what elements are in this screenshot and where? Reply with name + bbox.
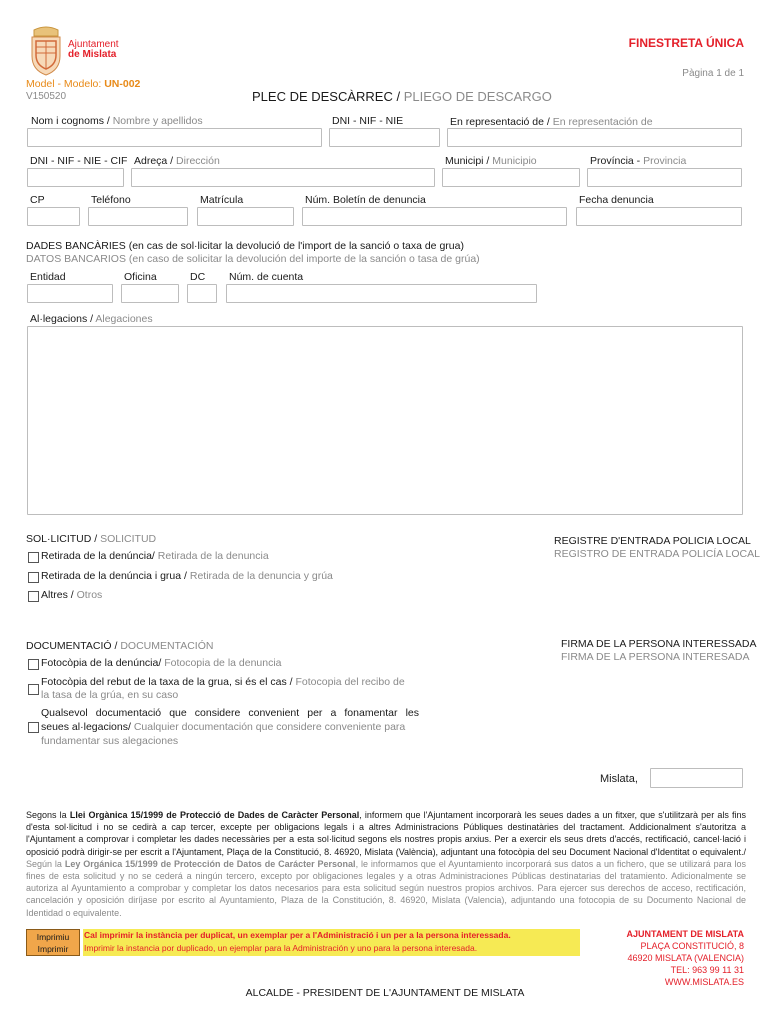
print-note-es: Imprimir la instancia por duplicado, un ejemplar para la Administración y uno para la persona interesada. [84, 943, 478, 953]
documentation-heading-ca: DOCUMENTACIÓ / [26, 640, 118, 652]
request-heading [26, 533, 156, 545]
other-docs-es: Cualquier documentación que considere conveniente para [133, 721, 406, 733]
other-ca: Altres / [41, 589, 74, 601]
title-es: PLIEGO DE DESCARGO [403, 89, 552, 104]
address-label-ca: Adreça / [134, 155, 174, 167]
documentation-heading [26, 640, 213, 652]
org-name: AJUNTAMENT DE MISLATA [626, 929, 744, 939]
plate-field[interactable] [197, 207, 294, 226]
withdraw-report-ca: Retirada de la denúncia/ [41, 550, 155, 562]
other-docs-line1: Qualsevol documentació que considere convenient per a fonamentar les [41, 707, 419, 719]
org-address2: 46920 MISLATA (VALENCIA) [627, 953, 744, 963]
report-copy-checkbox[interactable] [28, 659, 39, 670]
report-date-field[interactable] [576, 207, 742, 226]
bank-heading-ca: DADES BANCÀRIES (en cas de sol·licitar la devolució de l'import de la sanció o taxa de grua) [26, 240, 464, 252]
branch-field[interactable] [121, 284, 179, 303]
dni-label: DNI - NIF - NIE [332, 115, 404, 127]
dc-field[interactable] [187, 284, 217, 303]
report-date-label: Fecha denuncia [579, 194, 654, 206]
withdraw-report-checkbox[interactable] [28, 552, 39, 563]
office-title: FINESTRETA ÚNICA [628, 36, 744, 50]
account-label: Núm. de cuenta [229, 271, 304, 283]
allegations-label [30, 313, 153, 325]
name-label-es: Nombre y apellidos [112, 115, 203, 127]
withdraw-report-tow-option [41, 570, 333, 582]
legal-ca-text: , informem que l'Ajuntament incorporarà les seues dades a un fitxer, que s'utilitzarà per als fins d'esta sol·licitud i no se cedirà a cap tercer, excepte per obligacions legals i a altres Administracions Públiques destinatàries del tractament. Addicionalment s'autoritza a l'Ajuntament a comprovar i completar les dades necessàries per a esta sol·licitud segons els nostres propis arxius. Per a exercir els seus drets d'accés, rectificació, cancel·lació i oposició podrà dirigir-se per escrit a l'Ajuntament, Plaça de la Constitució, 8. 46920, Mislata (València), adjuntant una fotocòpia del seu Document Nacional d'Identitat o equivalent./ [26, 810, 746, 857]
representation-label-ca: En representació de / [450, 116, 550, 128]
province-label-ca: Província - [590, 155, 641, 167]
request-heading-ca: SOL·LICITUD / [26, 533, 98, 545]
org-address1: PLAÇA CONSTITUCIÓ, 8 [640, 941, 744, 951]
report-number-field[interactable] [302, 207, 567, 226]
withdraw-report-tow-checkbox[interactable] [28, 572, 39, 583]
name-field[interactable] [27, 128, 322, 147]
date-field[interactable] [650, 768, 743, 788]
mayor-signature-line: ALCALDE - PRESIDENT DE L'AJUNTAMENT DE MISLATA [245, 987, 525, 999]
phone-field[interactable] [88, 207, 188, 226]
name-label [31, 115, 203, 127]
data-protection-notice [26, 809, 746, 919]
report-number-label: Núm. Boletín de denuncia [305, 194, 426, 206]
plate-label: Matrícula [200, 194, 244, 206]
municipality-field[interactable] [442, 168, 580, 187]
allegations-textarea[interactable] [27, 326, 743, 515]
dc-label: DC [190, 271, 206, 283]
report-copy-es: Fotocopia de la denuncia [164, 657, 282, 669]
model-code [26, 78, 140, 90]
other-es: Otros [76, 589, 103, 601]
branch-label: Oficina [124, 271, 157, 283]
tow-receipt-checkbox[interactable] [28, 684, 39, 695]
cp-label: CP [30, 194, 45, 206]
registry-heading-es: REGISTRO DE ENTRADA POLICÍA LOCAL [554, 548, 760, 560]
page-number: Pàgina 1 de 1 [682, 68, 744, 79]
tow-receipt-option [41, 676, 405, 688]
logo-text-line2: de Mislata [68, 49, 117, 60]
dni-field[interactable] [329, 128, 440, 147]
withdraw-report-tow-es: Retirada de la denuncia y grúa [189, 570, 333, 582]
report-copy-ca: Fotocòpia de la denúncia/ [41, 657, 162, 669]
other-docs-line3: fundamentar sus alegaciones [41, 735, 179, 747]
print-button[interactable] [26, 929, 80, 956]
municipality-label [445, 155, 537, 167]
print-button-label-ca: Imprimiu [36, 932, 70, 942]
registry-heading-ca: REGISTRE D'ENTRADA POLICIA LOCAL [554, 535, 751, 547]
model-number: UN-002 [104, 78, 141, 90]
print-note-ca: Cal imprimir la instància per duplicat, un exemplar per a l'Administració i un per a la persona interessada. [84, 930, 511, 940]
address-field[interactable] [131, 168, 435, 187]
logo [28, 24, 138, 76]
legal-es-text: , le informamos que el Ayuntamiento incorporará sus datos a un fichero, que se utilizará para los fines de esta solicitud y no se cederá a ningún tercero, excepto por obligaciones legales y a otras Administraciones Públicas destinatarias del tratamiento. Adicionalmente se autoriza al Ayuntamiento a comprobar y completar los datos necesarios para esta solicitud según nuestros propios archivos. Para ejercer sus derechos de acceso, rectificación, cancelación y oposición diríjase por escrito al Ayuntamiento, Plaza de la Constitución, 8. 46920, Mislata (Valencia), adjuntando una fotocopia de su Documento Nacional de Identidad o equivalente. [26, 858, 746, 918]
representation-label [450, 116, 653, 128]
address-label [134, 155, 220, 167]
org-contact [627, 928, 745, 988]
other-docs-ca: seues al·legacions/ [41, 721, 131, 733]
municipality-label-es: Municipio [492, 155, 537, 167]
withdraw-report-tow-ca: Retirada de la denúncia i grua / [41, 570, 187, 582]
legal-ca-law: Llei Orgànica 15/1999 de Protecció de Dades de Caràcter Personal [69, 810, 360, 820]
name-label-ca: Nom i cognoms / [31, 115, 110, 127]
allegations-label-ca: Al·legacions / [30, 313, 94, 325]
bank-heading-es: DATOS BANCARIOS (en caso de solicitar la devolución del importe de la sanción o tasa de grúa) [26, 253, 480, 265]
entity-field[interactable] [27, 284, 113, 303]
report-copy-option [41, 657, 282, 669]
withdraw-report-option [41, 550, 269, 562]
org-phone: TEL: 963 99 11 31 [670, 965, 744, 975]
dni-cif-field[interactable] [27, 168, 124, 187]
print-note [83, 929, 580, 956]
province-field[interactable] [587, 168, 742, 187]
tow-receipt-es-cont: la tasa de la grúa, en su caso [41, 689, 179, 701]
version-code: V150520 [26, 91, 67, 102]
signature-heading-ca: FIRMA DE LA PERSONA INTERESSADA [561, 638, 757, 650]
representation-label-es: En representación de [552, 116, 653, 128]
signature-heading-es: FIRMA DE LA PERSONA INTERESADA [561, 651, 750, 663]
legal-ca-prefix: Segons la [26, 810, 67, 820]
dni-cif-label: DNI - NIF - NIE - CIF [30, 155, 128, 167]
request-heading-es: SOLICITUD [100, 533, 157, 545]
other-checkbox[interactable] [28, 591, 39, 602]
cp-field[interactable] [27, 207, 80, 226]
withdraw-report-es: Retirada de la denuncia [157, 550, 269, 562]
coat-of-arms-icon [28, 24, 64, 76]
place-label: Mislata, [600, 773, 638, 785]
title-ca: PLEC DE DESCÀRREC / [252, 89, 401, 104]
legal-es-law: Ley Orgánica 15/1999 de Protección de Datos de Carácter Personal [64, 858, 356, 869]
phone-label: Teléfono [91, 194, 131, 206]
tow-receipt-es: Fotocopia del recibo de [295, 676, 405, 688]
other-docs-checkbox[interactable] [28, 722, 39, 733]
legal-es-prefix: Según la [26, 858, 62, 869]
municipality-label-ca: Municipi / [445, 155, 490, 167]
entity-label: Entidad [30, 271, 66, 283]
other-docs-line2 [41, 721, 405, 733]
address-label-es: Dirección [176, 155, 220, 167]
representation-field[interactable] [447, 128, 742, 147]
logo-text-line1: Ajuntament [68, 39, 119, 50]
tow-receipt-ca: Fotocòpia del rebut de la taxa de la grua, si és el cas / [41, 676, 293, 688]
documentation-heading-es: DOCUMENTACIÓN [120, 640, 214, 652]
print-button-label-es: Imprimir [37, 944, 69, 954]
allegations-label-es: Alegaciones [95, 313, 153, 325]
province-label-es: Provincia [643, 155, 687, 167]
account-field[interactable] [226, 284, 537, 303]
province-label [590, 155, 686, 167]
page-title [252, 89, 552, 104]
model-prefix: Model - Modelo: [26, 78, 102, 90]
org-website[interactable]: WWW.MISLATA.ES [664, 977, 744, 987]
other-option [41, 589, 102, 601]
